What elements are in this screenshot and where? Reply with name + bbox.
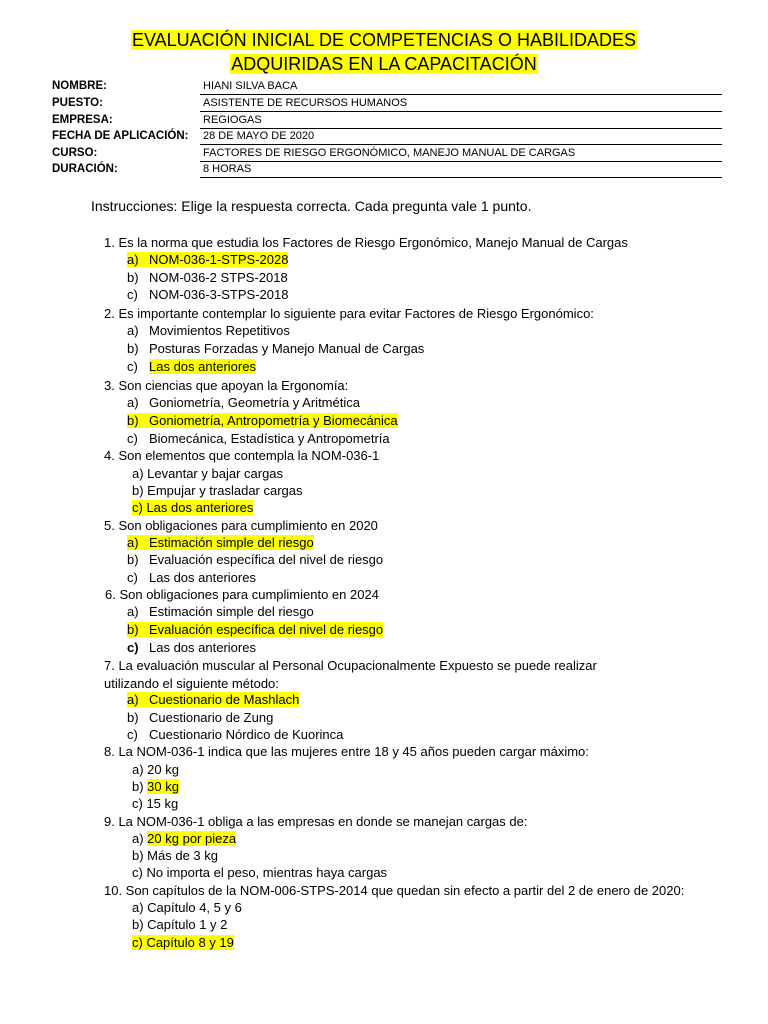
option-4c [132, 500, 253, 515]
option-text: Posturas Forzadas y Manejo Manual de Cargas [149, 341, 425, 356]
info-value: HIANI SILVA BACA [200, 78, 722, 95]
option-letter: b) [127, 413, 139, 428]
info-label: FECHA DE APLICACIÓN: [52, 130, 189, 142]
question-3: 3. Son ciencias que apoyan la Ergonomía: [104, 378, 349, 393]
option-text: Movimientos Repetitivos [149, 323, 290, 338]
page-title-line-2: ADQUIRIDAS EN LA CAPACITACIÓN [231, 54, 537, 74]
option-8b [132, 779, 179, 794]
option-1a [127, 252, 288, 267]
option-text: Evaluación específica del nivel de riesgo [149, 552, 384, 567]
option-letter: a) [127, 323, 139, 338]
option-text: Cuestionario Nórdico de Kuorinca [149, 727, 344, 742]
option-text: Cuestionario de Zung [149, 710, 274, 725]
option-6b [127, 622, 383, 637]
info-row-curso [52, 145, 722, 162]
option-letter: a) [132, 831, 148, 846]
question-1: 1. Es la norma que estudia los Factores de Riesgo Ergonómico, Manejo Manual de Cargas [104, 235, 628, 250]
option-8a: a) 20 kg [132, 762, 179, 777]
question-10: 10. Son capítulos de la NOM-006-STPS-2014 que quedan sin efecto a partir del 2 de enero de 2020: [104, 883, 685, 898]
option-2c [127, 359, 256, 374]
option-4a: a) Levantar y bajar cargas [132, 466, 284, 481]
info-label: EMPRESA: [52, 114, 113, 126]
option-6c [127, 640, 256, 655]
option-3c [127, 431, 390, 446]
instructions: Instrucciones: Elige la respuesta correcta. Cada pregunta vale 1 punto. [91, 198, 532, 214]
option-1c [127, 287, 288, 302]
option-5b [127, 552, 383, 567]
option-letter: c) [127, 570, 138, 585]
question-8: 8. La NOM-036-1 indica que las mujeres entre 18 y 45 años pueden cargar máximo: [104, 744, 589, 759]
question-9: 9. La NOM-036-1 obliga a las empresas en donde se manejan cargas de: [104, 814, 528, 829]
question-6: 6. Son obligaciones para cumplimiento en 2024 [105, 587, 379, 602]
option-2a [127, 323, 290, 338]
option-7a [127, 692, 299, 707]
option-letter: b) [127, 710, 139, 725]
option-3a [127, 395, 360, 410]
option-text: c) Las dos anteriores [132, 500, 254, 515]
option-text: NOM-036-3-STPS-2018 [149, 287, 289, 302]
info-row-nombre [52, 78, 722, 95]
option-letter: a) [127, 395, 139, 410]
info-value: ASISTENTE DE RECURSOS HUMANOS [200, 95, 722, 112]
option-letter: a) [127, 692, 139, 707]
option-8c: c) 15 kg [132, 796, 179, 811]
option-text: NOM-036-1-STPS-2028 [149, 252, 289, 267]
info-label: CURSO: [52, 147, 98, 159]
option-letter: c) [127, 359, 138, 374]
info-label: PUESTO: [52, 97, 103, 109]
option-text: Goniometría, Geometría y Aritmética [149, 395, 360, 410]
info-row-fecha [52, 128, 722, 145]
option-text: NOM-036-2 STPS-2018 [149, 270, 288, 285]
option-10c [132, 935, 234, 950]
option-9b: b) Más de 3 kg [132, 848, 218, 863]
question-7: 7. La evaluación muscular al Personal Ocupacionalmente Expuesto se puede realizar utilizando el siguiente método: [104, 658, 597, 691]
option-letter: b) [127, 622, 139, 637]
option-text: Las dos anteriores [149, 640, 256, 655]
info-row-duracion [52, 161, 722, 178]
option-text: Goniometría, Antropometría y Biomecánica [149, 413, 398, 428]
info-label: NOMBRE: [52, 80, 107, 92]
option-9c: c) No importa el peso, mientras haya cargas [132, 865, 388, 880]
option-letter: a) [127, 252, 139, 267]
option-text: c) Capítulo 8 y 19 [132, 935, 234, 950]
option-5c [127, 570, 256, 585]
info-value: FACTORES DE RIESGO ERGONÓMICO, MANEJO MANUAL DE CARGAS [200, 145, 722, 162]
option-text: 30 kg [147, 779, 179, 794]
option-text: 20 kg por pieza [147, 831, 237, 846]
option-letter: c) [127, 431, 138, 446]
info-value: 28 DE MAYO DE 2020 [200, 128, 722, 145]
option-text: Las dos anteriores [149, 359, 256, 374]
info-label: DURACIÓN: [52, 163, 118, 175]
question-2: 2. Es importante contemplar lo siguiente para evitar Factores de Riesgo Ergonómico: [104, 306, 594, 321]
option-letter: c) [127, 287, 138, 302]
option-text: Estimación simple del riesgo [149, 535, 314, 550]
option-9a [132, 831, 236, 846]
option-text: Cuestionario de Mashlach [149, 692, 300, 707]
option-7c [127, 727, 343, 742]
option-letter: c) [127, 727, 138, 742]
option-letter: b) [127, 270, 139, 285]
option-4b: b) Empujar y trasladar cargas [132, 483, 303, 498]
info-value: 8 HORAS [200, 161, 722, 178]
option-2b [127, 341, 424, 356]
option-10a: a) Capítulo 4, 5 y 6 [132, 900, 242, 915]
option-10b: b) Capítulo 1 y 2 [132, 917, 228, 932]
option-text: Estimación simple del riesgo [149, 604, 314, 619]
option-3b [127, 413, 398, 428]
info-row-puesto [52, 95, 722, 112]
option-text: Evaluación específica del nivel de riesgo [149, 622, 384, 637]
question-4: 4. Son elementos que contempla la NOM-036-1 [104, 448, 380, 463]
option-6a [127, 604, 314, 619]
option-text: Biomecánica, Estadística y Antropometría [149, 431, 390, 446]
option-letter: a) [127, 604, 139, 619]
question-5: 5. Son obligaciones para cumplimiento en 2020 [104, 518, 378, 533]
option-1b [127, 270, 288, 285]
option-5a [127, 535, 314, 550]
option-letter: b) [132, 779, 148, 794]
page-title-line-1: EVALUACIÓN INICIAL DE COMPETENCIAS O HABILIDADES [131, 30, 637, 50]
option-letter: b) [127, 552, 139, 567]
option-text: Las dos anteriores [149, 570, 256, 585]
option-letter: c) [127, 640, 139, 655]
option-letter: a) [127, 535, 139, 550]
option-7b [127, 710, 273, 725]
info-value: REGIOGAS [200, 112, 722, 129]
option-letter: b) [127, 341, 139, 356]
info-row-empresa [52, 112, 722, 129]
